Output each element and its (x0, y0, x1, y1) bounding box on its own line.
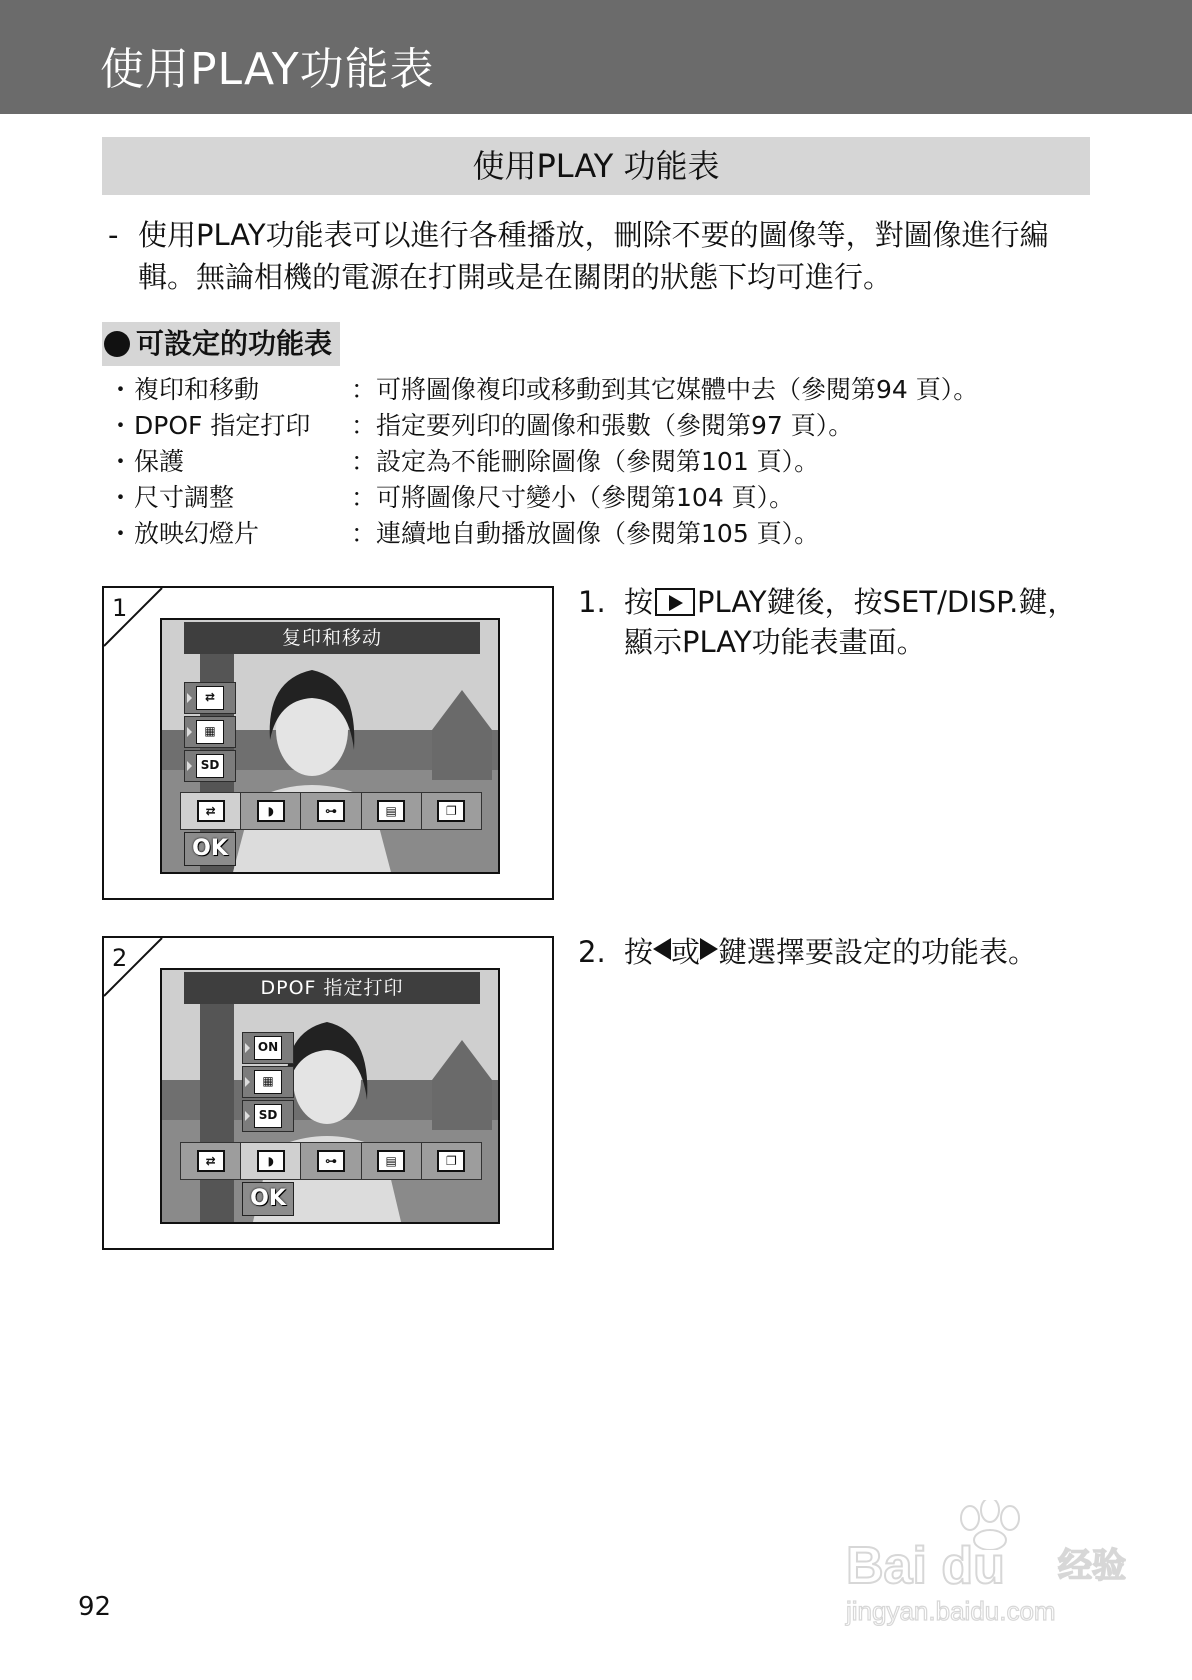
play-menu-toolbar (180, 1142, 482, 1180)
list-bullet: ・ (108, 483, 134, 512)
feature-name: 尺寸調整 (134, 483, 235, 512)
copy-move-icon: ⇄ (197, 800, 225, 822)
step-text-before: 按 (624, 935, 654, 969)
play-button-icon (655, 588, 695, 616)
lcd-screen (160, 618, 500, 874)
section-title: 使用PLAY 功能表 (472, 147, 720, 185)
sd-card-icon[interactable]: SD (184, 750, 236, 782)
feature-desc: ：連續地自動播放圖像（參閱第105 頁）。 (351, 519, 820, 548)
screen-number: 2 (112, 944, 128, 972)
step-text-before: 按 (624, 585, 654, 619)
tool-dpof[interactable] (241, 793, 301, 829)
list-bullet: ・ (108, 447, 134, 476)
list-item (108, 444, 1098, 480)
step-text-after: PLAY鍵後，按SET/DISP.鍵，顯示PLAY功能表畫面。 (624, 585, 1077, 659)
photo-scene (162, 970, 500, 1224)
dpof-print-icon: ◗ (257, 800, 285, 822)
list-bullet: ・ (108, 411, 134, 440)
watermark-brand: Bai du (846, 1537, 1005, 1595)
right-arrow-icon (700, 938, 718, 960)
ok-button[interactable]: OK (184, 832, 236, 866)
feature-list (108, 372, 1098, 552)
feature-desc: ：可將圖像尺寸變小（參閱第104 頁）。 (351, 483, 795, 512)
play-menu-toolbar (180, 792, 482, 830)
grid-icon[interactable]: ▦ (242, 1066, 294, 1098)
step-number: 2. (578, 935, 606, 969)
feature-desc: ：指定要列印的圖像和張數（參閱第97 頁）。 (351, 411, 854, 440)
screen-illustration-2 (102, 936, 554, 1250)
grid-icon[interactable]: ▦ (184, 716, 236, 748)
step-text (624, 582, 1098, 662)
feature-desc: ：可將圖像複印或移動到其它媒體中去（參閱第94 頁）。 (351, 375, 979, 404)
menu-title: DPOF 指定打印 (184, 972, 480, 1004)
list-bullet: ・ (108, 375, 134, 404)
page-number: 92 (78, 1592, 112, 1622)
sub-menu (242, 1032, 296, 1134)
key-icon: ⊶ (317, 1150, 345, 1172)
subheading (102, 322, 340, 366)
tool-dpof[interactable] (241, 1143, 301, 1179)
tool-slideshow[interactable] (422, 793, 481, 829)
ok-button[interactable]: OK (242, 1182, 294, 1216)
step-2 (578, 932, 1098, 972)
step-text (624, 932, 1098, 972)
resize-icon: ▤ (377, 1150, 405, 1172)
resize-icon: ▤ (377, 800, 405, 822)
menu-title: 复印和移动 (184, 622, 480, 654)
sub-menu (184, 682, 238, 784)
feature-desc: ：設定為不能刪除圖像（參閱第101 頁）。 (351, 447, 820, 476)
step-text-after: 鍵選擇要設定的功能表。 (718, 935, 1038, 969)
feature-name: 複印和移動 (134, 375, 260, 404)
list-item (108, 480, 1098, 516)
copy-move-icon: ⇄ (197, 1150, 225, 1172)
tool-slideshow[interactable] (422, 1143, 481, 1179)
intro-dash: - (108, 218, 119, 252)
step-number: 1. (578, 585, 606, 619)
sd-card-icon[interactable]: SD (242, 1100, 294, 1132)
key-icon: ⊶ (317, 800, 345, 822)
feature-name: DPOF 指定打印 (134, 411, 311, 440)
copy-move-icon[interactable]: ⇄ (184, 682, 236, 714)
slideshow-icon: ❐ (437, 800, 465, 822)
list-item (108, 408, 1098, 444)
slideshow-icon: ❐ (437, 1150, 465, 1172)
feature-name: 保護 (134, 447, 185, 476)
tool-copy-move[interactable] (181, 1143, 241, 1179)
left-arrow-icon (653, 938, 671, 960)
tool-resize[interactable] (362, 1143, 422, 1179)
subheading-text: 可設定的功能表 (136, 327, 333, 360)
step-text-middle: 或 (671, 935, 701, 969)
list-item (108, 372, 1098, 408)
intro-text: 使用PLAY功能表可以進行各種播放，刪除不要的圖像等，對圖像進行編輯。無論相機的電源在打開或是在關閉的狀態下均可進行。 (138, 218, 1049, 294)
feature-name: 放映幻燈片 (134, 519, 260, 548)
section-title-bar (102, 137, 1090, 195)
step-1 (578, 582, 1098, 662)
watermark (838, 1500, 1128, 1640)
tool-resize[interactable] (362, 793, 422, 829)
tool-copy-move[interactable] (181, 793, 241, 829)
tool-protect[interactable] (301, 1143, 361, 1179)
watermark-url: jingyan.baidu.com (846, 1596, 1056, 1626)
lcd-screen (160, 968, 500, 1224)
list-bullet: ・ (108, 519, 134, 548)
bullet-dot-icon (104, 331, 130, 357)
tool-protect[interactable] (301, 793, 361, 829)
intro-paragraph (108, 214, 1098, 298)
watermark-sub: 经验 (1058, 1546, 1126, 1586)
screen-illustration-1 (102, 586, 554, 900)
dpof-print-icon: ◗ (257, 1150, 285, 1172)
list-item (108, 516, 1098, 552)
print-on-icon[interactable]: ON (242, 1032, 294, 1064)
header-title: 使用PLAY功能表 (100, 44, 435, 95)
screen-number: 1 (112, 594, 128, 622)
page-header (0, 0, 1192, 114)
